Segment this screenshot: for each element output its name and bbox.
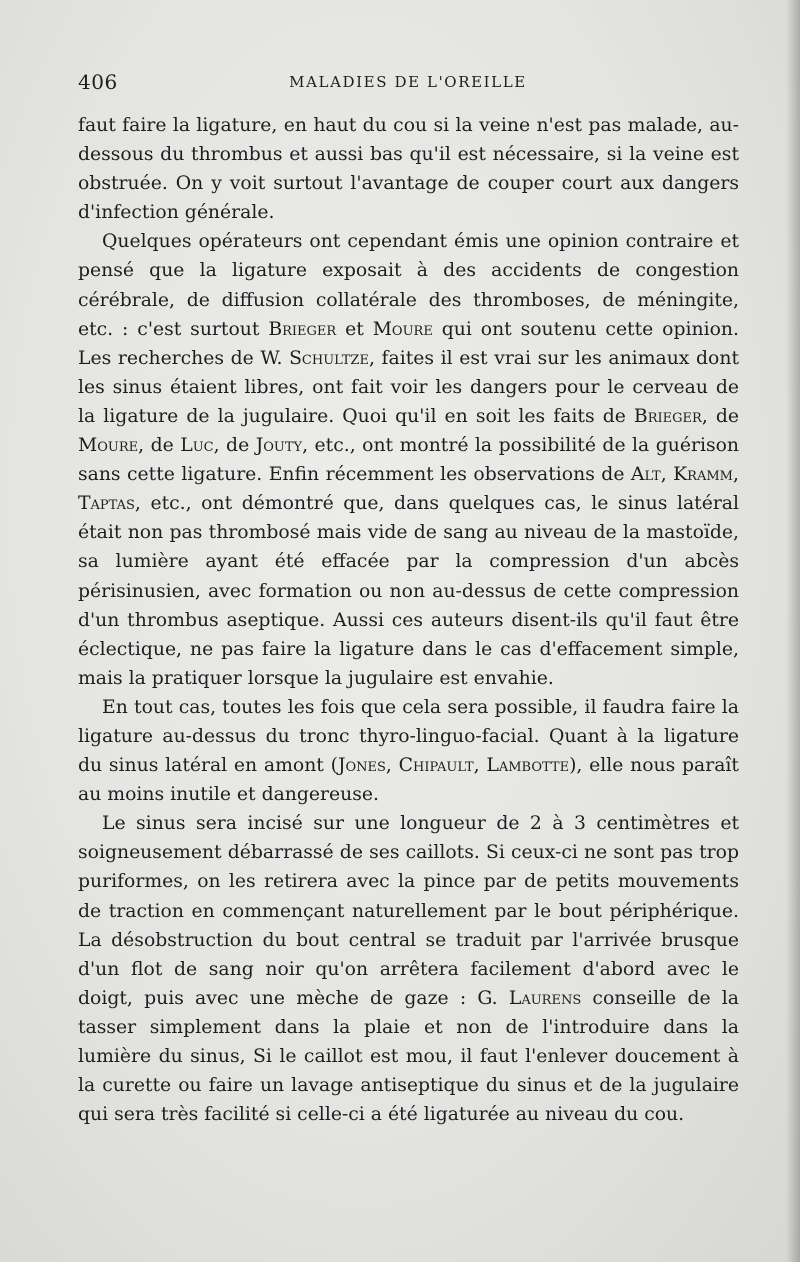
author-name: Jones <box>337 755 386 777</box>
text-segment: faut faire la ligature, en haut du cou si la veine n'est pas malade, au-dessous du thrombus et aussi bas qu'il est nécessaire, si la veine est obstruée. On y voit surtout l'avantage de couper court aux dangers d'infection générale. <box>78 115 739 224</box>
author-name: Schultze <box>289 347 369 369</box>
text-segment: ), elle nous paraît au moins inutile et dangereuse. <box>78 755 739 806</box>
paragraph <box>78 111 739 227</box>
page-header <box>78 70 738 96</box>
author-name: Alt <box>630 464 661 486</box>
text-segment: , de <box>213 435 256 457</box>
text-segment: En tout cas, toutes les fois que cela sera possible, il faudra faire la ligature au-dessus du tronc thyro-linguo-facial. Quant à la ligature du sinus latéral en amont ( <box>78 696 739 777</box>
paragraph <box>78 693 739 809</box>
text-segment: Quelques opérateurs ont cependant émis une opinion contraire et pensé que la ligature exposait à des accidents de congestion cérébrale, de diffusion collatérale des thromboses, de méningite, etc. : c'est surtout <box>78 231 739 340</box>
author-name: Lambotte <box>486 755 570 777</box>
author-name: Luc <box>180 435 214 457</box>
text-segment: , <box>385 755 399 777</box>
author-name: Moure <box>372 318 433 340</box>
paragraph <box>78 809 739 1129</box>
author-name: Jouty <box>255 435 303 457</box>
author-name: Taptas <box>78 493 135 515</box>
author-name: Kramm <box>673 464 733 486</box>
author-name: Chipault <box>398 755 474 777</box>
author-name: Brieger <box>268 318 337 340</box>
text-segment: , de <box>138 435 181 457</box>
body-text <box>78 111 739 1129</box>
page-edge-shadow <box>786 0 800 1262</box>
text-segment: , faites il est vrai sur les animaux dont les sinus étaient libres, ont fait voir les dangers pour le cerveau de la ligature de la jugulaire. Quoi qu'il en soit les faits de <box>78 347 739 427</box>
author-name: Brieger <box>633 405 702 427</box>
text-segment: , <box>660 464 674 486</box>
text-segment: , de <box>701 405 740 427</box>
text-segment: conseille de la tasser simplement dans la plaie et non de l'introduire dans la lumière du sinus, Si le caillot est mou, il faut l'enlever doucement à la curette ou faire un lavage antiseptique du sinus et de la jugulaire qui sera très facilité si celle-ci a été ligaturée au niveau du cou. <box>78 987 739 1126</box>
text-segment: qui ont soutenu cette opinion. Les recherches de W. <box>78 318 739 369</box>
text-segment: , etc., ont démontré que, dans quelques cas, le sinus latéral était non pas thrombosé mais vide de sang au niveau de la mastoïde, sa lumière ayant été effacée par la compression d'un abcès périsinusien, avec formation ou non au-dessus de cette compression d'un thrombus aseptique. Aussi ces auteurs disent-ils qu'il faut être éclectique, ne pas faire la ligature dans le cas d'effacement simple, mais la pratiquer lorsque la jugulaire est envahie. <box>78 493 739 689</box>
text-segment: , <box>733 464 739 486</box>
running-head: MALADIES DE L'OREILLE <box>289 73 527 91</box>
paragraph <box>78 227 739 693</box>
text-segment: , <box>473 755 487 777</box>
text-segment: et <box>336 318 373 340</box>
author-name: Laurens <box>508 987 582 1009</box>
author-name: Moure <box>78 435 139 457</box>
text-segment: Le sinus sera incisé sur une longueur de 2 à 3 centimètres et soigneusement débarrassé de ses caillots. Si ceux-ci ne sont pas trop puriformes, on les retirera avec la pince par de petits mouvements de traction en commençant naturellement par le bout périphérique. La désobstruction du bout central se traduit par l'arrivée brusque d'un flot de sang noir qu'on arrêtera facilement d'abord avec le doigt, puis avec une mèche de gaze : G. <box>78 813 739 1009</box>
page-number: 406 <box>78 70 118 94</box>
text-segment: , etc., ont montré la possibilité de la guérison sans cette ligature. Enfin récemment les observations de <box>78 435 739 486</box>
